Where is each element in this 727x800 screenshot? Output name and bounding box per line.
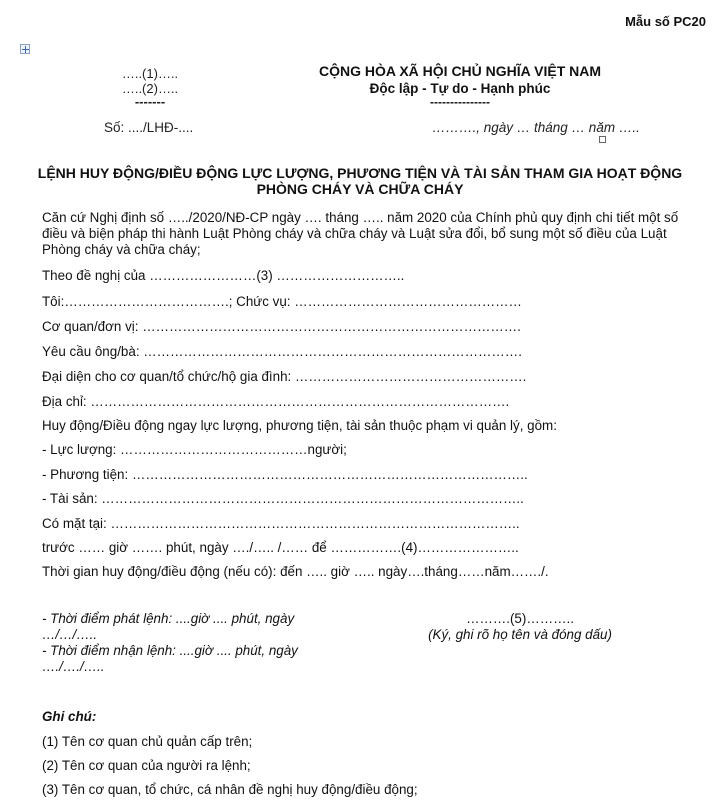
header-right-separator: --------------- bbox=[430, 95, 490, 109]
issuing-agency-placeholder: …..(2)….. bbox=[121, 81, 179, 96]
field-assets: - Tài sản: ………………………………………………………………………………….. bbox=[42, 491, 524, 506]
national-header bbox=[290, 63, 630, 108]
field-issuer-position: Tôi:……………………………….; Chức vụ: …………………………………………… bbox=[42, 294, 522, 309]
signature-instruction: (Ký, ghi rõ họ tên và đóng dấu) bbox=[428, 627, 612, 642]
form-code: Mẫu số PC20 bbox=[625, 14, 706, 29]
signature-block bbox=[395, 611, 645, 643]
note-item: (3) Tên cơ quan, tổ chức, cá nhân đề nghị huy động/điều động; bbox=[42, 782, 418, 797]
field-mobilization-duration: Thời gian huy động/điều động (nếu có): đến ….. giờ ….. ngày….tháng……năm……./. bbox=[42, 564, 549, 579]
issuing-agency-header bbox=[95, 66, 205, 108]
order-times bbox=[42, 611, 332, 675]
national-motto: Độc lập - Tự do - Hạnh phúc bbox=[369, 81, 551, 96]
mobilization-statement: Huy động/Điều động ngay lực lượng, phương tiện, tài sản thuộc phạm vi quản lý, gồm: bbox=[42, 418, 557, 433]
header-left-separator: ------- bbox=[134, 94, 166, 109]
document-title: LỆNH HUY ĐỘNG/ĐIỀU ĐỘNG LỰC LƯỢNG, PHƯƠNG TIỆN VÀ TÀI SẢN THAM GIA HOẠT ĐỘNG PHÒNG CHÁY VÀ CHỮA CHÁY bbox=[37, 165, 683, 197]
note-item: (1) Tên cơ quan chủ quản cấp trên; bbox=[42, 734, 253, 749]
nation-name: CỘNG HÒA XÃ HỘI CHỦ NGHĨA VIỆT NAM bbox=[318, 63, 602, 79]
field-address: Địa chỉ: …………………………………………………………………………………. bbox=[42, 394, 510, 409]
table-move-handle-icon[interactable] bbox=[20, 44, 30, 54]
field-before-time: trước …… giờ ……. phút, ngày …./….. /…… để …………….(4)………………….. bbox=[42, 540, 519, 555]
field-forces: - Lực lượng: ……………………………………người; bbox=[42, 442, 347, 457]
place-date-line: ………., ngày … tháng … năm ….. bbox=[432, 120, 640, 135]
note-item: (2) Tên cơ quan của người ra lệnh; bbox=[42, 758, 251, 773]
field-present-at: Có mặt tại: ……………………………………………………………………………….. bbox=[42, 516, 520, 531]
field-vehicles: - Phương tiện: …………………………………………………………………………….. bbox=[42, 467, 528, 482]
receipt-time: - Thời điểm nhận lệnh: ....giờ .... phút, ngày …./…./….. bbox=[42, 643, 298, 674]
document-number: Số: ..../LHĐ-.... bbox=[104, 120, 194, 135]
field-requested-person: Yêu cầu ông/bà: …………………………………………………………………………. bbox=[42, 344, 522, 359]
legal-basis-paragraph: Căn cứ Nghị định số …../2020/NĐ-CP ngày …. tháng ….. năm 2020 của Chính phủ quy định chi tiết một số điều và biện pháp thi hành Luật Phòng cháy và chữa cháy và Luật sửa đổi, bổ sung một số điều của Luật Phòng cháy và chữa cháy; bbox=[42, 210, 679, 257]
field-agency-unit: Cơ quan/đơn vị: …………………………………………………………………………. bbox=[42, 319, 521, 334]
issue-time: - Thời điểm phát lệnh: ....giờ .... phút, ngày …/…/….. bbox=[42, 611, 295, 642]
paragraph-mark-icon bbox=[599, 136, 606, 143]
superior-agency-placeholder: …..(1)….. bbox=[121, 66, 179, 81]
field-proposed-by: Theo đề nghị của ……………………(3) ……………………….. bbox=[42, 268, 405, 283]
field-representative-of: Đại diện cho cơ quan/tổ chức/hộ gia đình: ……………………………………………. bbox=[42, 369, 527, 384]
notes-title: Ghi chú: bbox=[42, 709, 97, 724]
signer-placeholder: ……….(5)……….. bbox=[466, 611, 574, 626]
